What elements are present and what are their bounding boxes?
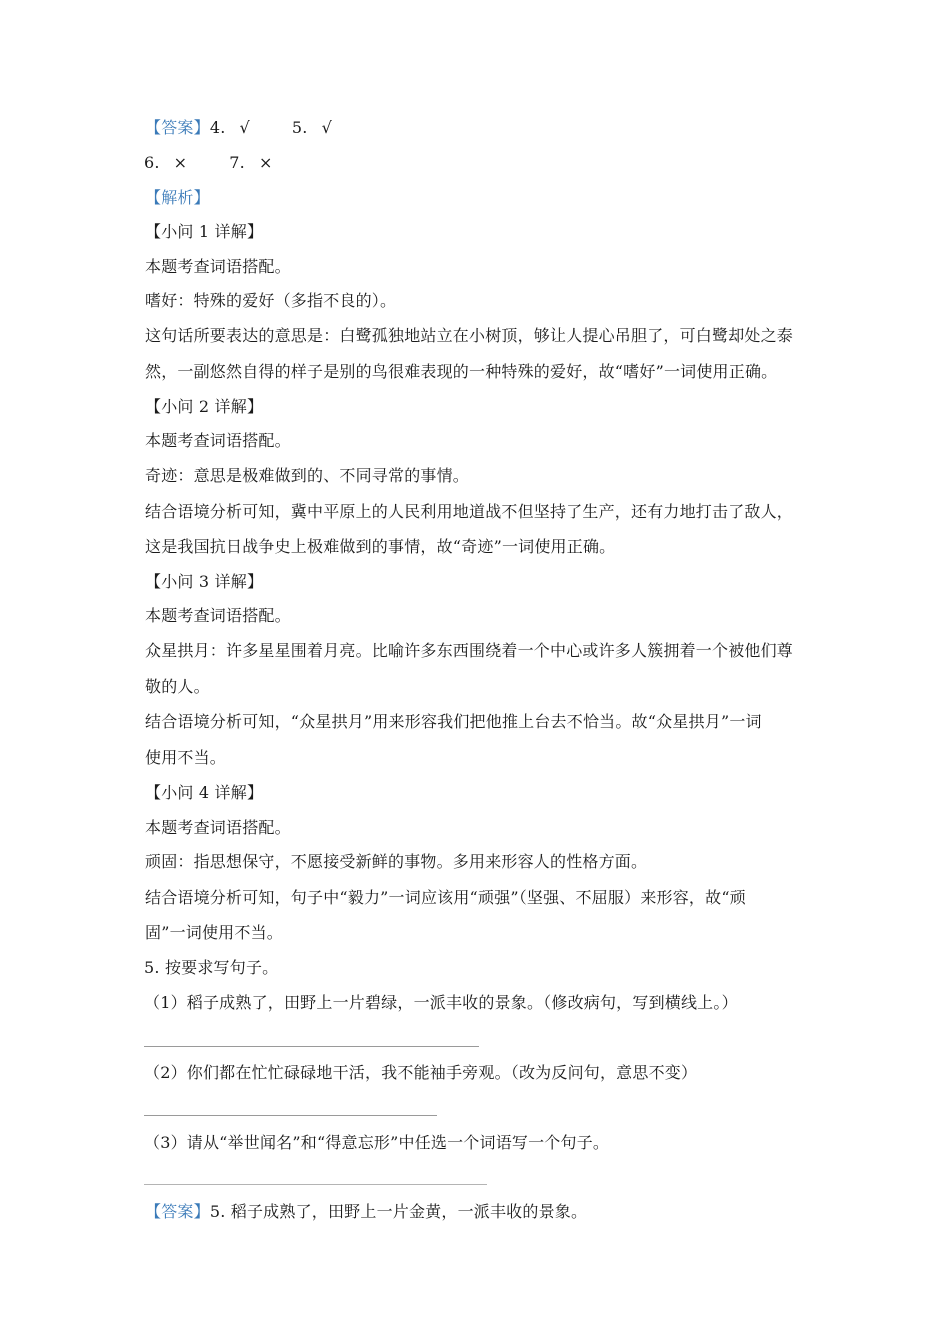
answer-blank-line-1[interactable] [144,1046,479,1047]
sub1-line: 这句话所要表达的意思是：白鹭孤独地站立在小树顶，够让人提心吊胆了，可白鹭却处之泰 [145,326,794,345]
sub1-line: 嗜好：特殊的爱好（多指不良的）。 [145,291,397,310]
sub4-line: 本题考查词语搭配。 [145,818,291,837]
sub2-line: 结合语境分析可知，冀中平原上的人民利用地道战不但坚持了生产，还有力地打击了敌人， [145,502,794,521]
answer-label: 【答案】 [145,1202,210,1221]
answer-blank-line-2[interactable] [144,1115,437,1116]
answer-label: 【答案】 [145,118,210,137]
sub3-line: 众星拱月：许多星星围着月亮。比喻许多东西围绕着一个中心或许多人簇拥着一个被他们尊 [145,641,794,660]
sub3-line: 敬的人。 [145,677,210,696]
answer-item-num: 4. [209,118,226,137]
answer-item-num: 5. [291,118,308,137]
sub4-heading: 【小问 4 详解】 [145,783,264,802]
sub1-line: 然，一副悠然自得的样子是别的鸟很难表现的一种特殊的爱好，故“嗜好”一词使用正确。 [145,362,778,381]
sub2-heading: 【小问 2 详解】 [145,397,264,416]
sub4-line: 固”一词使用不当。 [145,923,283,942]
answer-row-2 [144,152,273,174]
answer-row-3 [145,1201,587,1223]
question5-item-3: （3）请从“举世闻名”和“得意忘形”中任选一个词语写一个句子。 [144,1133,610,1152]
sub3-line: 本题考查词语搭配。 [145,606,291,625]
sub3-heading: 【小问 3 详解】 [145,572,264,591]
answer-item-mark: × [173,153,188,172]
sub2-line: 这是我国抗日战争史上极难做到的事情，故“奇迹”一词使用正确。 [145,537,616,556]
answer-text: 5. 稻子成熟了，田野上一片金黄，一派丰收的景象。 [209,1202,588,1221]
sub3-line: 结合语境分析可知，“众星拱月”用来形容我们把他推上台去不恰当。故“众星拱月”一词 [145,712,762,731]
question5-item-2: （2）你们都在忙忙碌碌地干活，我不能袖手旁观。（改为反问句，意思不变） [144,1063,698,1082]
sub3-line: 使用不当。 [145,748,227,767]
sub2-line: 奇迹：意思是极难做到的、不同寻常的事情。 [145,466,470,485]
sub4-line: 顽固：指思想保守，不愿接受新鲜的事物。多用来形容人的性格方面。 [145,852,648,871]
sub1-heading: 【小问 1 详解】 [145,222,264,241]
answer-item-mark: √ [239,118,250,137]
answer-item-mark: × [258,153,273,172]
answer-blank-line-3[interactable] [144,1184,487,1185]
sub2-line: 本题考查词语搭配。 [145,431,291,450]
sub4-line: 结合语境分析可知，句子中“毅力”一词应该用“顽强”（坚强、不屈服）来形容，故“顽 [145,888,746,907]
answer-item-mark: √ [321,118,332,137]
answer-item-num: 6. [144,153,160,172]
sub1-line: 本题考查词语搭配。 [145,257,291,276]
question5-item-1: （1）稻子成熟了，田野上一片碧绿，一派丰收的景象。（修改病句，写到横线上。） [144,993,738,1012]
question5-title: 5. 按要求写句子。 [144,958,279,977]
answer-item-num: 7. [229,153,245,172]
answer-row-1 [145,117,332,139]
analysis-label: 【解析】 [145,188,210,207]
